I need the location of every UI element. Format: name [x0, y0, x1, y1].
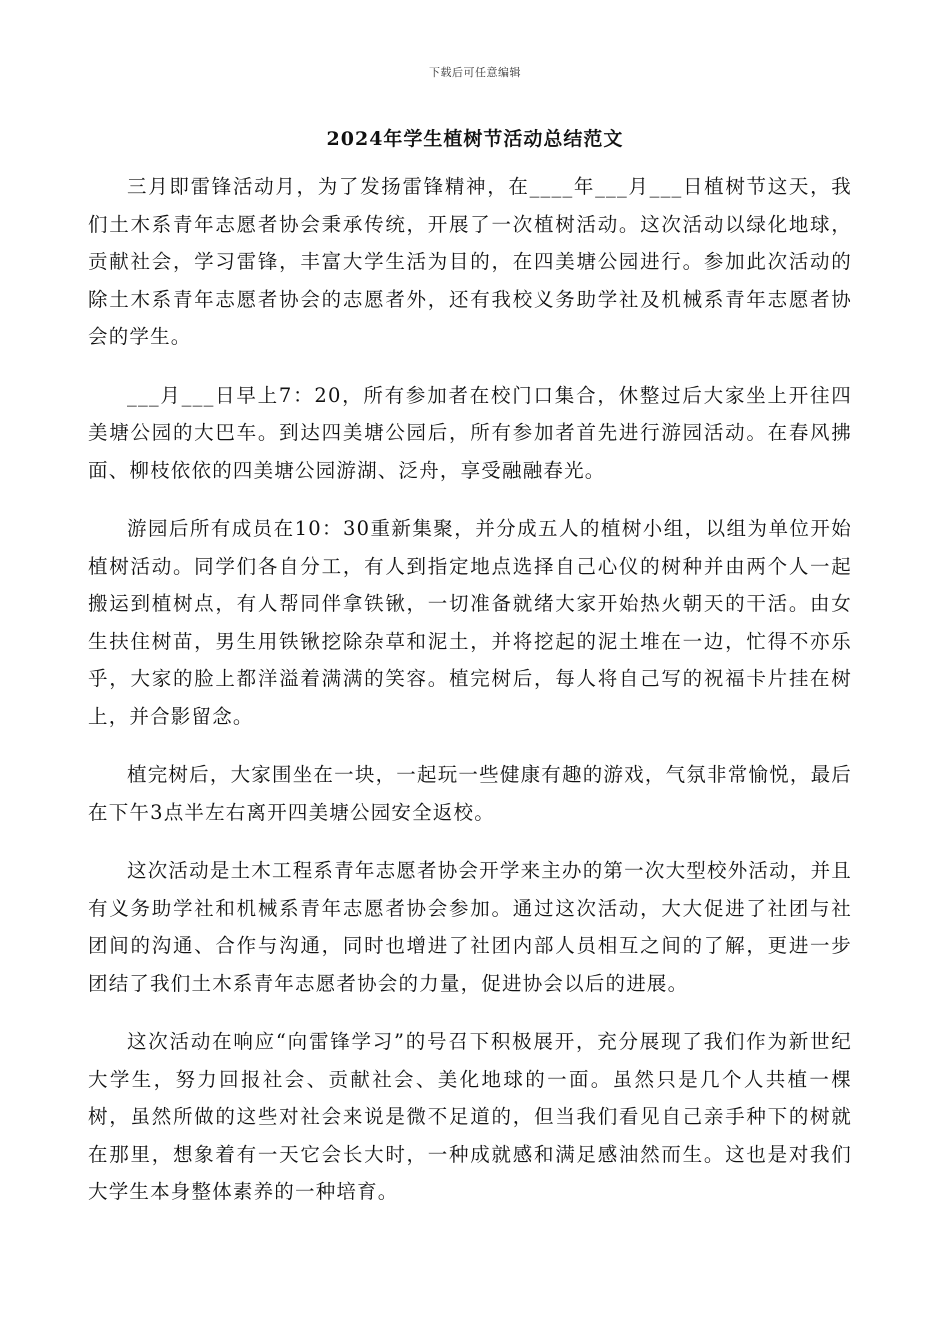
paragraph-1: 三月即雷锋活动月，为了发扬雷锋精神，在____年___月___日植树节这天，我们土木系青年志愿者协会秉承传统，开展了一次植树活动。这次活动以绿化地球，贡献社会，学习雷锋，丰富大学生活为目的，在四美塘公园进行。参加此次活动的除土木系青年志愿者协会的志愿者外，还有我校义务助学社及机械系青年志愿者协会的学生。 [88, 175, 852, 348]
paragraph-5: 这次活动是土木工程系青年志愿者协会开学来主办的第一次大型校外活动，并且有义务助学社和机械系青年志愿者协会参加。通过这次活动，大大促进了社团与社团间的沟通、合作与沟通，同时也增进了社团内部人员相互之间的了解，更进一步团结了我们土木系青年志愿者协会的力量，促进协会以后的进展。 [88, 859, 852, 995]
document-body [88, 168, 852, 1232]
document-title: 2024年学生植树节活动总结范文 [326, 128, 624, 150]
paragraph-4: 植完树后，大家围坐在一块，一起玩一些健康有趣的游戏，气氛非常愉悦，最后在下午3点半左右离开四美塘公园安全返校。 [88, 763, 852, 824]
paragraph-6: 这次活动在响应“向雷锋学习”的号召下积极展开，充分展现了我们作为新世纪大学生，努力回报社会、贡献社会、美化地球的一面。虽然只是几个人共植一棵树，虽然所做的这些对社会来说是微不足道的，但当我们看见自己亲手种下的树就在那里，想象着有一天它会长大时，一种成就感和满足感油然而生。这也是对我们大学生本身整体素养的一种培育。 [88, 1030, 852, 1203]
paragraph-2: ___月___日早上7：20，所有参加者在校门口集合，休整过后大家坐上开往四美塘公园的大巴车。到达四美塘公园后，所有参加者首先进行游园活动。在春风拂面、柳枝依依的四美塘公园游湖、泛舟，享受融融春光。 [88, 383, 852, 482]
header-note: 下载后可任意编辑 [429, 66, 521, 79]
paragraph-3: 游园后所有成员在10：30重新集聚，并分成五人的植树小组，以组为单位开始植树活动。同学们各自分工，有人到指定地点选择自己心仪的树种并由两个人一起搬运到植树点，有人帮同伴拿铁锹，一切准备就绪大家开始热火朝天的干活。由女生扶住树苗，男生用铁锹挖除杂草和泥土，并将挖起的泥土堆在一边，忙得不亦乐乎，大家的脸上都洋溢着满满的笑容。植完树后，每人将自己写的祝福卡片挂在树上，并合影留念。 [88, 517, 852, 728]
